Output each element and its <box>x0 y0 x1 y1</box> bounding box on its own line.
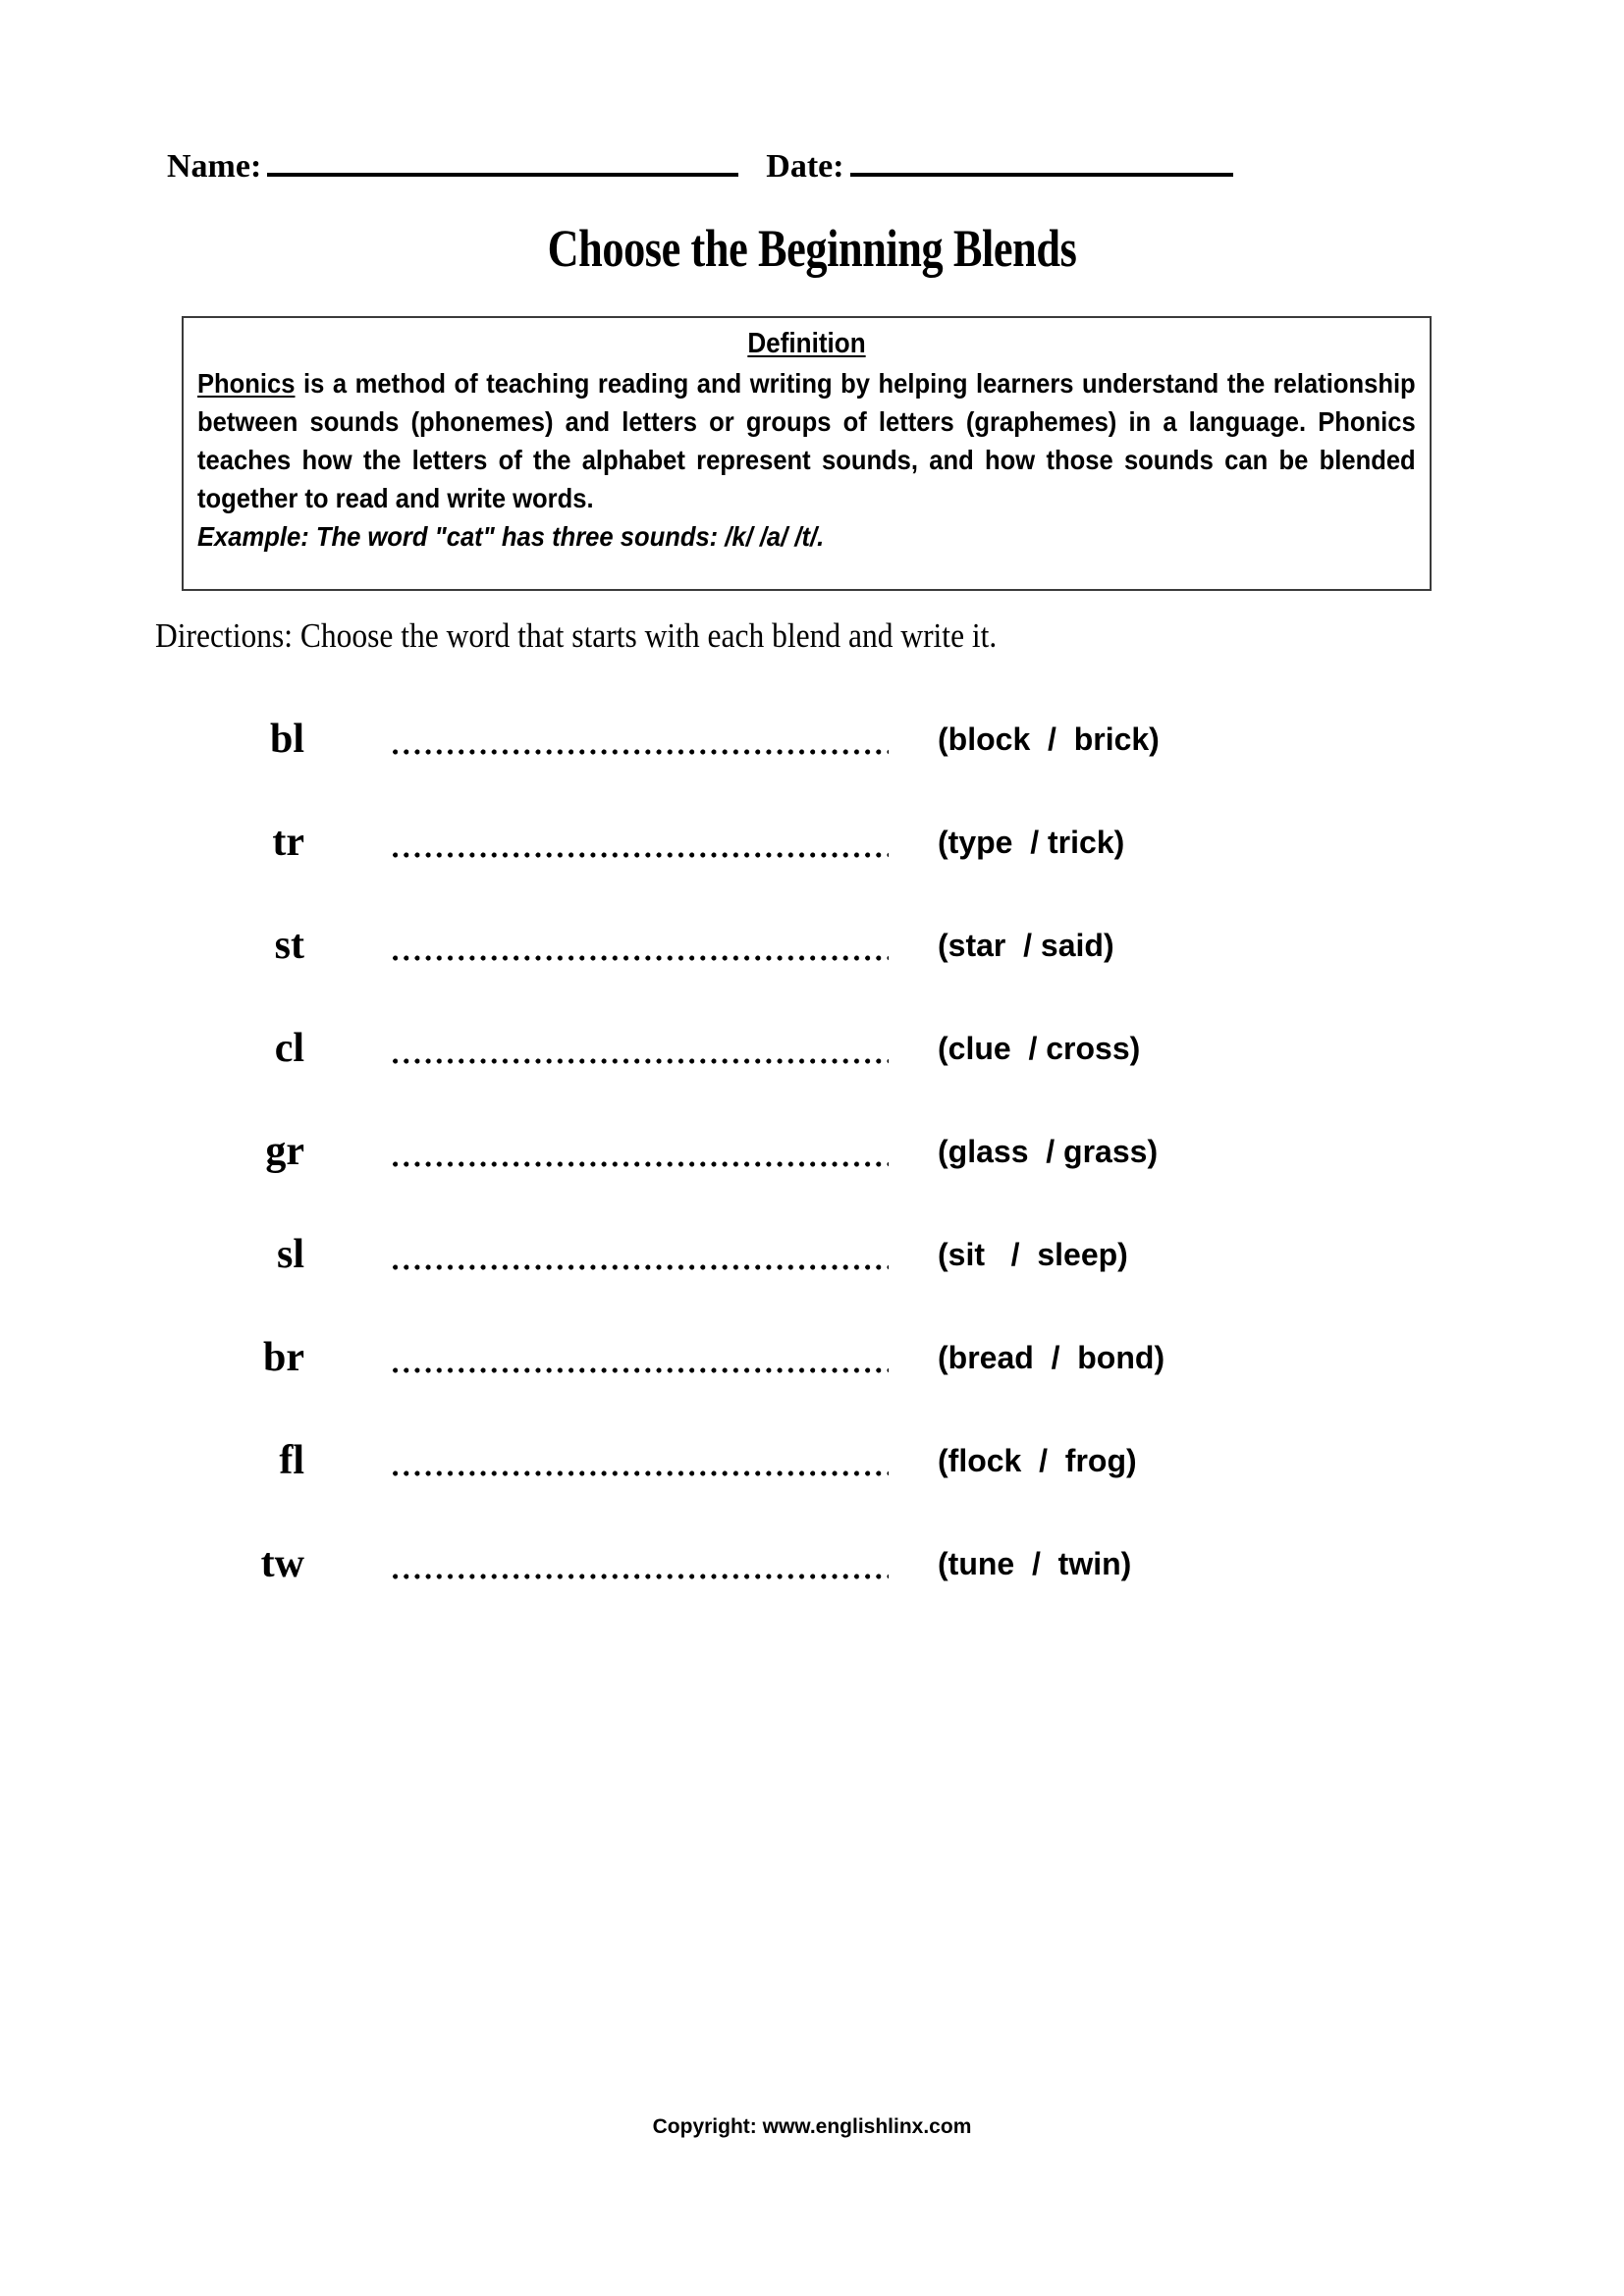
definition-body <box>197 364 1416 517</box>
question-row <box>0 1202 1624 1306</box>
definition-term: Phonics <box>197 368 296 399</box>
word-choices: (sit / sleep) <box>938 1236 1128 1272</box>
blend-label: bl <box>269 716 304 762</box>
answer-blank-line[interactable] <box>393 747 889 757</box>
question-row <box>0 687 1624 790</box>
answer-blank-line[interactable] <box>393 850 889 860</box>
definition-body-text: is a method of teaching reading and writing by helping learners understand the relationship between sounds (phonemes) and letters or groups of letters (graphemes) in a language. Phonics teaches how the letters of the alphabet represent sounds, and how those sounds can be blended together to read and write words. <box>197 368 1416 514</box>
definition-example: Example: The word "cat" has three sounds: /k/ /a/ /t/. <box>197 521 825 553</box>
answer-blank-line[interactable] <box>393 1365 889 1375</box>
definition-box <box>182 316 1432 591</box>
answer-blank-line[interactable] <box>393 1056 889 1066</box>
word-choices: (flock / frog) <box>938 1442 1137 1478</box>
name-blank-field[interactable] <box>267 147 738 177</box>
question-row <box>0 1512 1624 1615</box>
blend-label: fl <box>279 1437 304 1483</box>
page-title: Choose the Beginning Blends <box>547 219 1077 278</box>
blend-label: sl <box>276 1231 304 1277</box>
date-blank-field[interactable] <box>850 147 1233 177</box>
answer-blank-line[interactable] <box>393 1572 889 1581</box>
word-choices: (block / brick) <box>938 721 1160 757</box>
word-choices: (bread / bond) <box>938 1339 1165 1375</box>
blend-label: tr <box>272 819 304 865</box>
answer-blank-line[interactable] <box>393 1262 889 1272</box>
blend-label: tw <box>260 1540 304 1586</box>
answer-blank-line[interactable] <box>393 1468 889 1478</box>
name-date-row <box>167 147 1434 206</box>
question-list <box>0 687 1624 1615</box>
name-label: Name: <box>167 148 262 185</box>
word-choices: (clue / cross) <box>938 1030 1141 1066</box>
copyright-notice: Copyright: www.englishlinx.com <box>652 2115 972 2138</box>
question-row <box>0 1409 1624 1512</box>
directions-text: Directions: Choose the word that starts with each blend and write it. <box>155 616 998 655</box>
word-choices: (type / trick) <box>938 824 1125 860</box>
word-choices: (glass / grass) <box>938 1133 1159 1169</box>
question-row <box>0 1306 1624 1409</box>
blend-label: br <box>263 1334 304 1380</box>
answer-blank-line[interactable] <box>393 953 889 963</box>
blend-label: gr <box>265 1128 304 1174</box>
date-label: Date: <box>766 148 844 185</box>
word-choices: (tune / twin) <box>938 1545 1132 1581</box>
question-row <box>0 893 1624 996</box>
question-row <box>0 996 1624 1099</box>
blend-label: cl <box>274 1025 304 1071</box>
answer-blank-line[interactable] <box>393 1159 889 1169</box>
definition-heading: Definition <box>747 328 866 359</box>
blend-label: st <box>274 922 304 968</box>
question-row <box>0 1099 1624 1202</box>
question-row <box>0 790 1624 893</box>
word-choices: (star / said) <box>938 927 1114 963</box>
